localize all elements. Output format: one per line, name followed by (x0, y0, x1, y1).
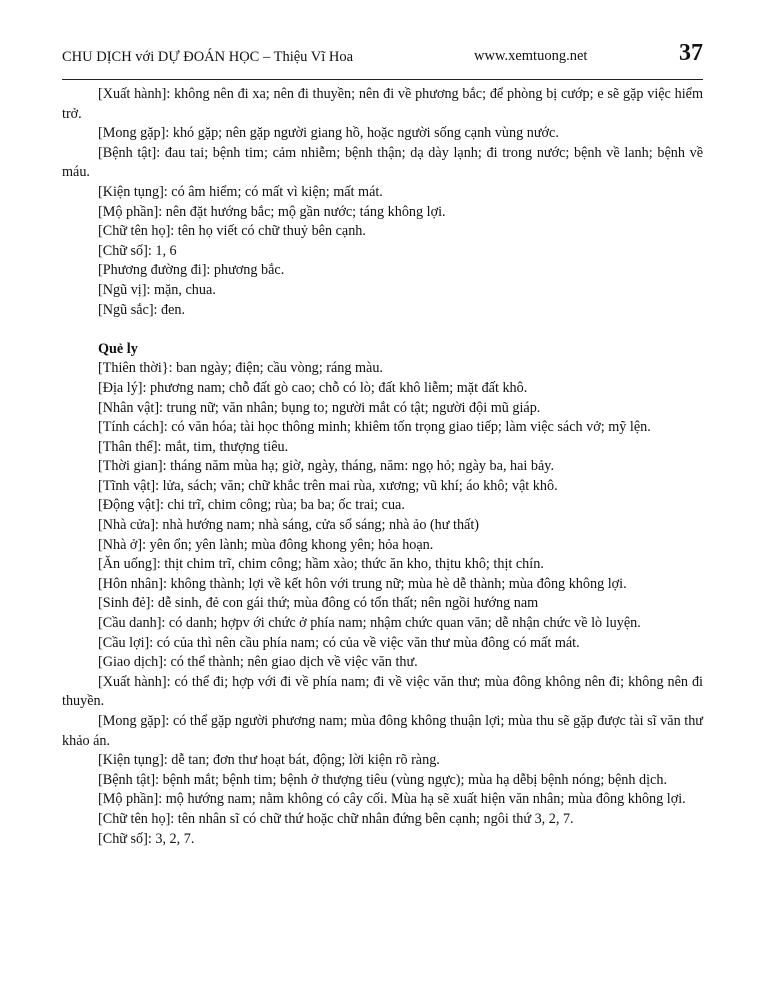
entry-paragraph: [Nhân vật]: trung nữ; văn nhân; bụng to; người mắt có tật; người đội mũ giáp. (98, 399, 541, 416)
entry-paragraph: [Bệnh tật]: bệnh mắt; bệnh tim; bệnh ở thượng tiêu (vùng ngực); mùa hạ dễbị bệnh nóng; bệnh dịch. (98, 771, 667, 788)
page-body (62, 85, 703, 849)
entry-paragraph: [Phương đường đi]: phương bắc. (98, 262, 285, 279)
entry-paragraph: [Sinh đẻ]: dễ sinh, đẻ con gái thứ; mùa đông có tổn thất; nên ngồi hướng nam (98, 595, 539, 612)
entry-paragraph: [Kiện tụng]: có âm hiểm; có mất vì kiện; mất mát. (98, 183, 383, 200)
entry-paragraph: [Hôn nhân]: không thành; lợi về kết hôn với trung nữ; mùa hè dễ thành; mùa đông không lợi. (98, 575, 627, 592)
page-header (62, 40, 703, 78)
page-number: 37 (679, 40, 703, 66)
entry-paragraph: [Chữ tên họ]: tên họ viết có chữ thuỷ bên cạnh. (98, 223, 366, 240)
entry-paragraph: [Thời gian]: tháng năm mùa hạ; giờ, ngày, tháng, năm: ngọ hỏ; ngày ba, hai bảy. (98, 458, 555, 475)
entry-paragraph: [Mong gặp]: có thể gặp người phương nam; mùa đông không thuận lợi; mùa thu sẽ gặp được tài sĩ văn thư khảo án. (62, 713, 703, 749)
running-title: CHU DỊCH với DỰ ĐOÁN HỌC – Thiệu Vĩ Hoa (62, 49, 354, 65)
header-rule (62, 79, 703, 80)
entry-paragraph: [Mong gặp]: khó gặp; nên gặp người giang hồ, hoặc người sống cạnh vùng nước. (98, 125, 559, 142)
entry-paragraph: [Nhà ở]: yên ổn; yên lành; mùa đông khong yên; hỏa hoạn. (98, 536, 434, 553)
section-heading: Quẻ ly (98, 340, 138, 357)
entry-paragraph: [Địa lý]: phương nam; chỗ đất gò cao; chỗ có lò; đất khô liễm; mặt đất khô. (98, 379, 528, 396)
entry-paragraph: [Ngũ vị]: mặn, chua. (98, 281, 216, 298)
entry-paragraph: [Chữ số]: 3, 2, 7. (98, 830, 195, 847)
entry-paragraph: [Mộ phần]: nên đặt hướng bắc; mộ gần nước; táng không lợi. (98, 203, 446, 220)
entry-paragraph: [Xuất hành]: có thể đi; hợp với đi về phía nam; đi về việc văn thư; mùa đông không nên đi; không nên đi thuyền. (62, 673, 703, 710)
entry-paragraph: [Mộ phần]: mộ hướng nam; nằm không có cây cối. Mùa hạ sẽ xuất hiện văn nhân; mùa đông không lợi. (98, 791, 686, 808)
section-ly (62, 359, 703, 849)
entry-paragraph: [Thân thể]: mắt, tim, thượng tiêu. (98, 438, 289, 455)
entry-paragraph: [Thiên thời}: ban ngày; điện; cầu vòng; ráng màu. (98, 360, 383, 377)
entry-paragraph: [Cầu danh]: có danh; hợpv ới chức ở phía nam; nhậm chức quan văn; dễ nhận chức về lò luyện. (98, 615, 641, 632)
website-url: www.xemtuong.net (474, 48, 588, 64)
entry-paragraph: [Xuất hành]: không nên đi xa; nên đi thuyền; nên đi về phương bắc; để phòng bị cướp; e sẽ gặp việc hiểm trở. (62, 86, 703, 122)
entry-paragraph: [Nhà cửa]: nhà hướng nam; nhà sáng, cửa sổ sáng; nhà ảo (hư thất) (98, 517, 480, 534)
section-kham-continued (62, 85, 703, 320)
entry-paragraph: [Bệnh tật]: đau tai; bệnh tim; cảm nhiễm; bệnh thận; dạ dày lạnh; đi trong nước; bệnh về lanh; bệnh về máu. (62, 144, 703, 181)
entry-paragraph: [Chữ tên họ]: tên nhân sĩ có chữ thứ hoặc chữ nhân đứng bên cạnh; ngôi thứ 3, 2, 7. (98, 810, 574, 827)
entry-paragraph: [Động vật]: chi trĩ, chim công; rùa; ba ba; ốc trai; cua. (98, 497, 405, 514)
entry-paragraph: [Ngũ sắc]: đen. (98, 301, 186, 318)
entry-paragraph: [Chữ số]: 1, 6 (98, 242, 177, 259)
entry-paragraph: [Giao dịch]: có thể thành; nên giao dịch về việc văn thư. (98, 654, 418, 671)
entry-paragraph: [Ăn uống]: thịt chim trĩ, chim công; hầm xào; thức ăn kho, thịtu khô; thịt chín. (98, 556, 544, 573)
entry-paragraph: [Cầu lợi]: có của thì nên cầu phía nam; có của về việc văn thư mùa đông có mất mát. (98, 634, 580, 651)
entry-paragraph: [Tính cách]: có văn hóa; tài học thông minh; khiêm tốn trọng giao tiếp; làm việc sách vở; mỹ lện. (98, 419, 651, 436)
entry-paragraph: [Kiện tụng]: dễ tan; đơn thư hoạt bát, động; lời kiện rõ ràng. (98, 752, 440, 769)
entry-paragraph: [Tĩnh vật]: lửa, sách; văn; chữ khắc trên mai rùa, xương; vũ khí; áo khô; vật khô. (98, 477, 558, 494)
